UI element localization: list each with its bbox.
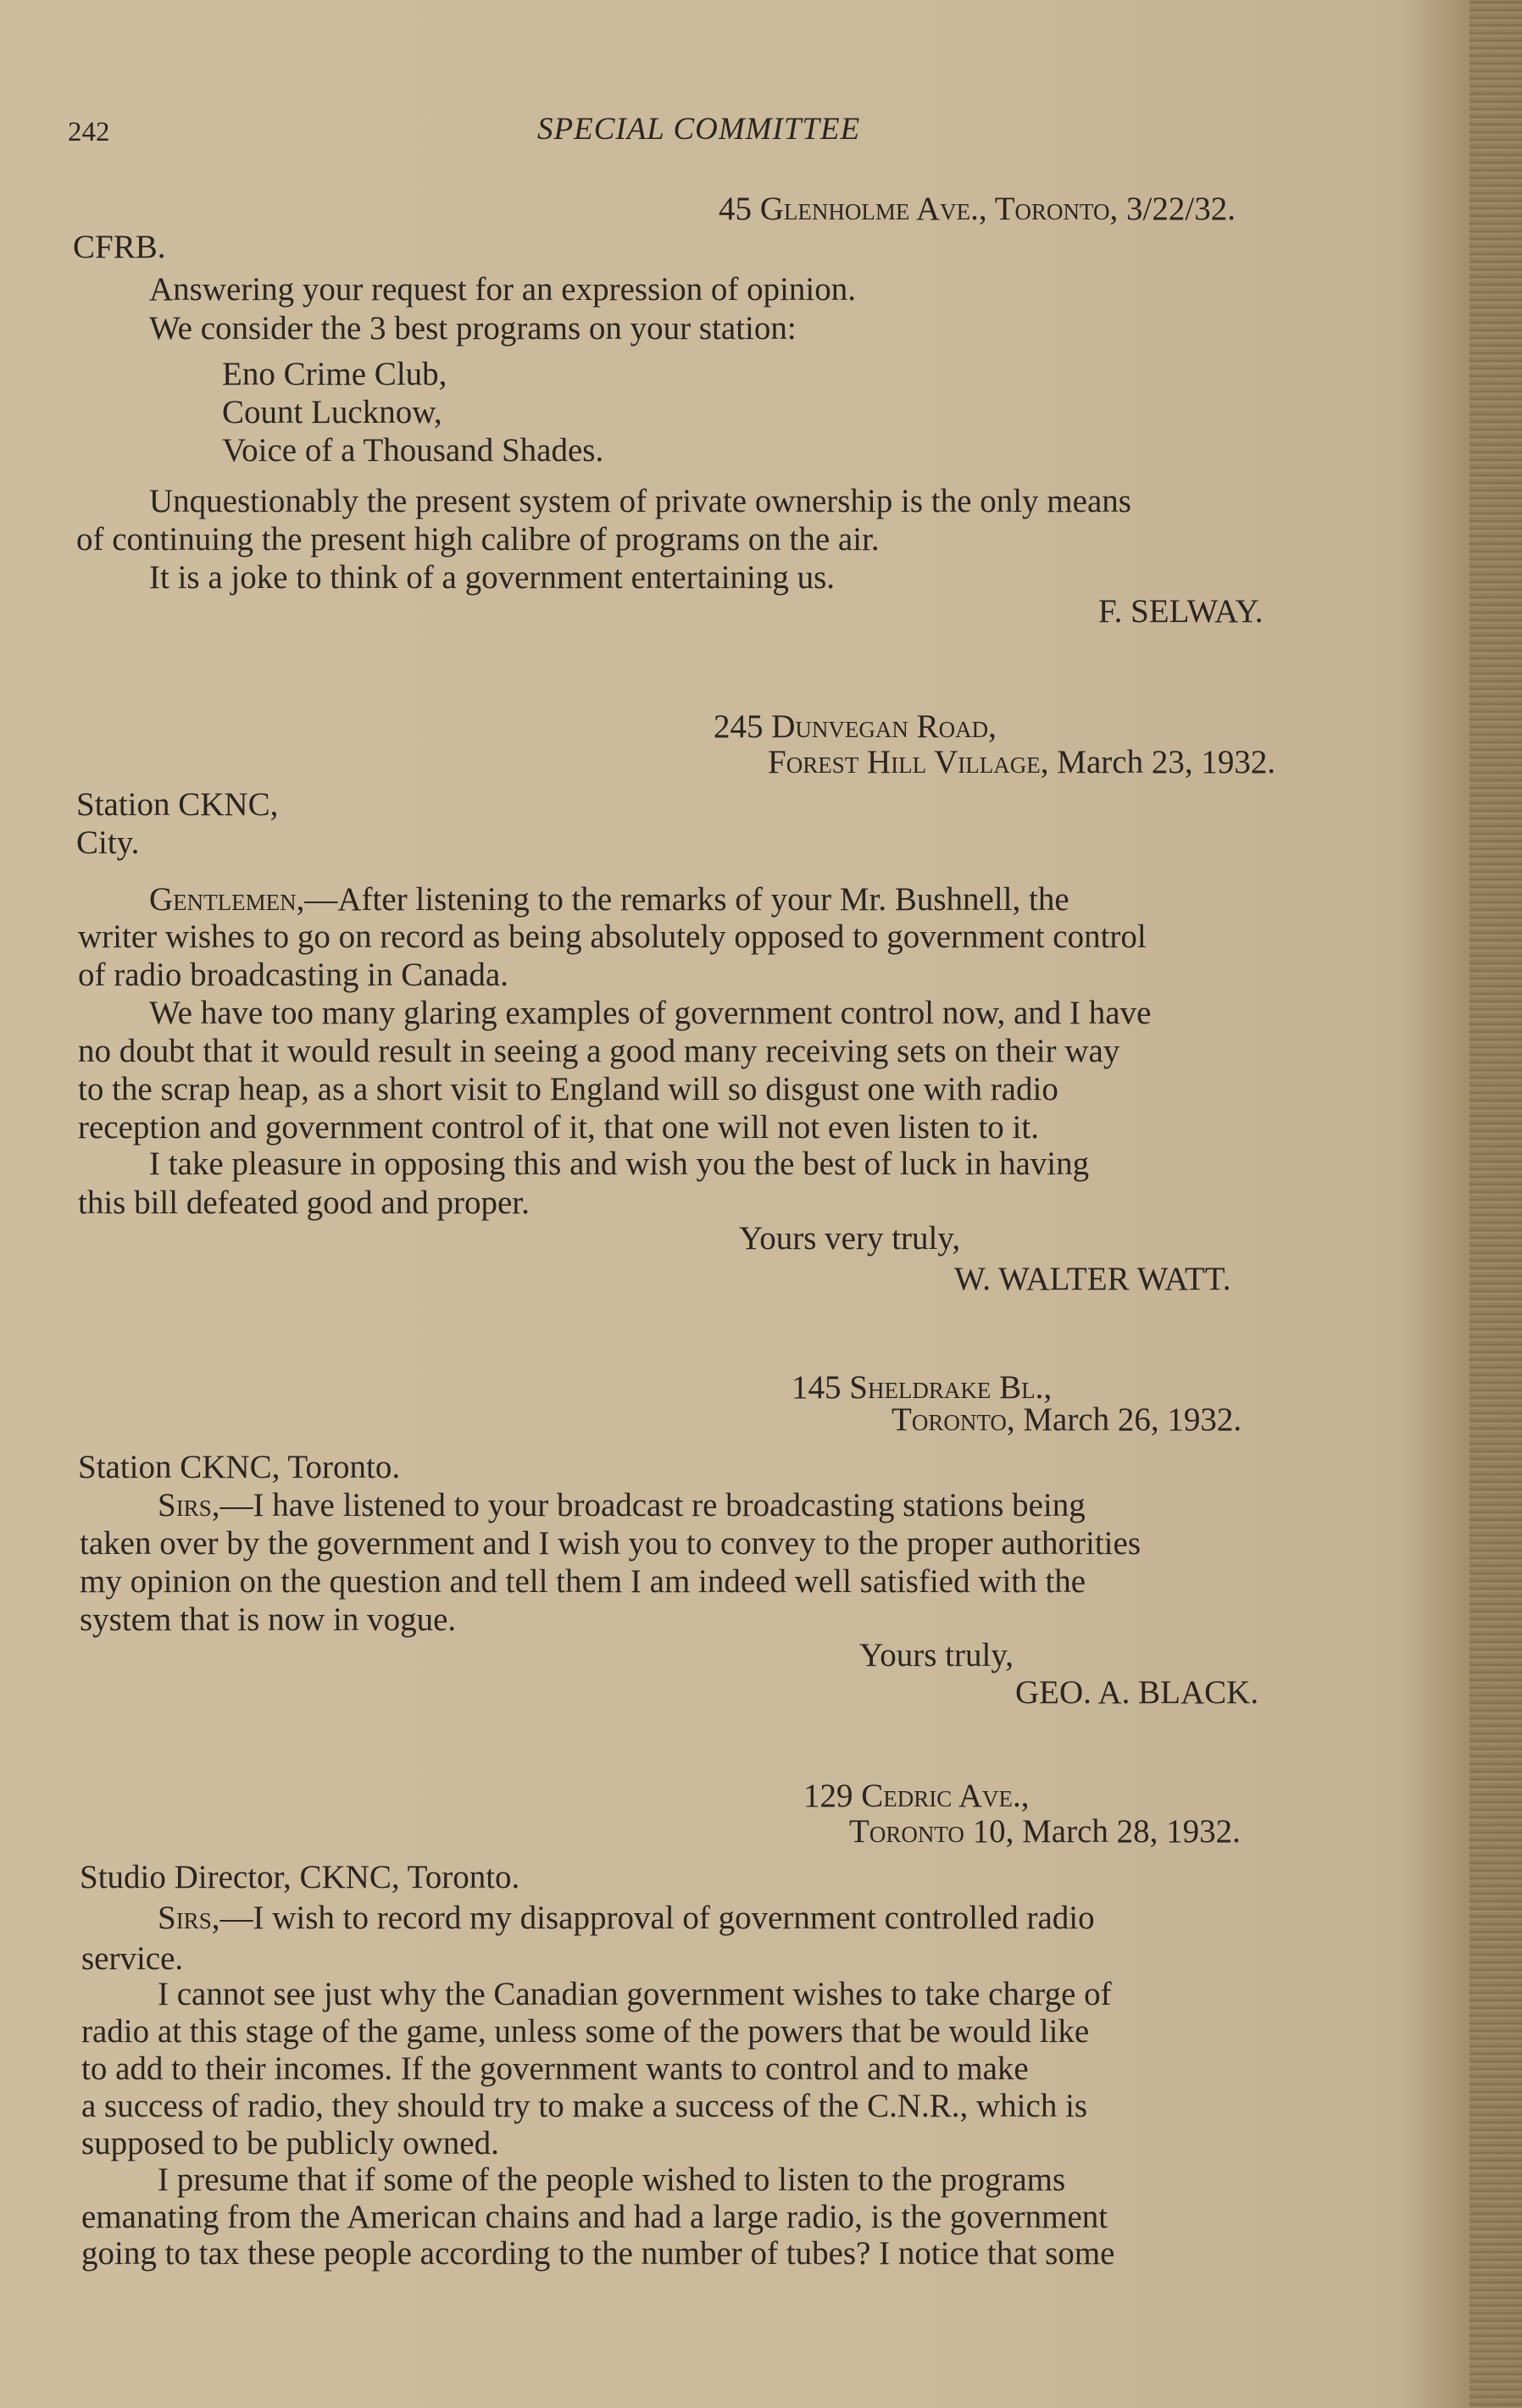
letter2-greeting: Gentlemen,: [149, 881, 305, 918]
letter4-address-tail: 10, March 28, 1932.: [964, 1813, 1241, 1850]
letter1-body-line: Unquestionably the present system of private ownership is the only means: [149, 483, 1131, 519]
letter4-body-line: supposed to be publicly owned.: [81, 2125, 499, 2161]
running-title: SPECIAL COMMITTEE: [537, 112, 861, 147]
letter1-address: [719, 192, 1236, 225]
letter4-body-line: service.: [81, 1940, 184, 1977]
letter2-closing: Yours very truly,: [739, 1220, 961, 1257]
letter3-address-sc: Toronto,: [892, 1401, 1015, 1438]
letter2-body-first-line: [149, 883, 1395, 916]
letter1-program-item: Eno Crime Club,: [222, 356, 447, 392]
letter2-body-line: this bill defeated good and proper.: [78, 1185, 530, 1221]
letter2-address-line1: 245 Dunvegan Road,: [714, 708, 997, 745]
letter1-address-tail: 3/22/32.: [1118, 191, 1236, 227]
letter4-address-line2: [849, 1815, 1241, 1848]
letter4-body-line: radio at this stage of the game, unless some of the powers that be would like: [81, 2013, 1090, 2050]
page-number: 242: [68, 117, 110, 147]
letter4-body-line: to add to their incomes. If the government wants to control and to make: [81, 2050, 1029, 2087]
letter3-body-line: my opinion on the question and tell them I am indeed well satisfied with the: [80, 1563, 1086, 1600]
letter2-address-tail: March 23, 1932.: [1048, 744, 1276, 780]
letter4-greeting: Sirs,: [158, 1900, 220, 1936]
letter4-body-line: emanating from the American chains and had a large radio, is the government: [81, 2199, 1108, 2235]
letter1-address-sc: 45 Glenholme Ave., Toronto,: [719, 191, 1119, 227]
letter4-body-line: I presume that if some of the people wished to listen to the programs: [158, 2161, 1066, 2198]
letter2-recipient-line1: Station CKNC,: [76, 786, 279, 823]
letter1-recipient: CFRB.: [73, 229, 166, 265]
letter2-address-line2: [768, 746, 1275, 779]
letter4-body-line: —I wish to record my disapproval of government controlled radio: [219, 1900, 1095, 1936]
letter4-address-line1: 129 Cedric Ave.,: [803, 1778, 1030, 1814]
letter4-address-sc: Toronto: [849, 1813, 964, 1850]
letter2-address-sc: Forest Hill Village,: [768, 744, 1049, 780]
letter4-body-line: I cannot see just why the Canadian government wishes to take charge of: [158, 1976, 1112, 2012]
letter1-signature: F. SELWAY.: [1098, 593, 1264, 630]
letter2-body-line: —After listening to the remarks of your Mr. Bushnell, the: [304, 881, 1069, 918]
letter3-recipient: Station CKNC, Toronto.: [78, 1449, 401, 1485]
letter1-body-line: of continuing the present high calibre of programs on the air.: [76, 521, 880, 558]
letter3-address-line1: 145 Sheldrake Bl.,: [792, 1369, 1053, 1406]
letter2-body-line: writer wishes to go on record as being absolutely opposed to government control: [78, 918, 1147, 955]
letter1-program-item: Count Lucknow,: [222, 394, 442, 430]
letter2-body-line: no doubt that it would result in seeing a good many receiving sets on their way: [78, 1033, 1120, 1069]
letter4-body-line: going to tax these people according to the number of tubes? I notice that some: [81, 2235, 1115, 2272]
letter3-closing: Yours truly,: [859, 1637, 1014, 1673]
letter1-body-line: We consider the 3 best programs on your station:: [149, 310, 797, 347]
letter1-body-line: It is a joke to think of a government entertaining us.: [149, 559, 836, 596]
letter2-body-line: to the scrap heap, as a short visit to England will so disgust one with radio: [78, 1071, 1058, 1107]
letter3-address-tail: March 26, 1932.: [1014, 1401, 1242, 1438]
letter3-body-first-line: [158, 1489, 1086, 1522]
letter2-signature: W. WALTER WATT.: [954, 1261, 1231, 1297]
letter4-body-first-line: [158, 1901, 1095, 1934]
letter4-recipient: Studio Director, CKNC, Toronto.: [80, 1859, 520, 1895]
letter1-body-line: Answering your request for an expression of opinion.: [149, 271, 856, 308]
page-edge: [1469, 0, 1522, 2408]
letter3-body-line: taken over by the government and I wish you to convey to the proper authorities: [80, 1525, 1141, 1562]
letter2-body-line: reception and government control of it, that one will not even listen to it.: [78, 1109, 1039, 1146]
letter2-body-line: We have too many glaring examples of government control now, and I have: [149, 995, 1152, 1031]
letter3-address-line2: [892, 1403, 1241, 1436]
letter3-body-line: system that is now in vogue.: [80, 1601, 457, 1638]
letter3-body-line: —I have listened to your broadcast re broadcasting stations being: [219, 1487, 1086, 1523]
letter2-recipient-line2: City.: [76, 824, 140, 861]
letter4-body-line: a success of radio, they should try to make a success of the C.N.R., which is: [81, 2088, 1088, 2124]
letter2-body-line: of radio broadcasting in Canada.: [78, 957, 508, 993]
letter2-body-line: I take pleasure in opposing this and wish you the best of luck in having: [149, 1146, 1090, 1182]
letter3-signature: GEO. A. BLACK.: [1015, 1674, 1259, 1711]
letter3-greeting: Sirs,: [158, 1487, 220, 1523]
letter1-program-item: Voice of a Thousand Shades.: [222, 432, 604, 469]
